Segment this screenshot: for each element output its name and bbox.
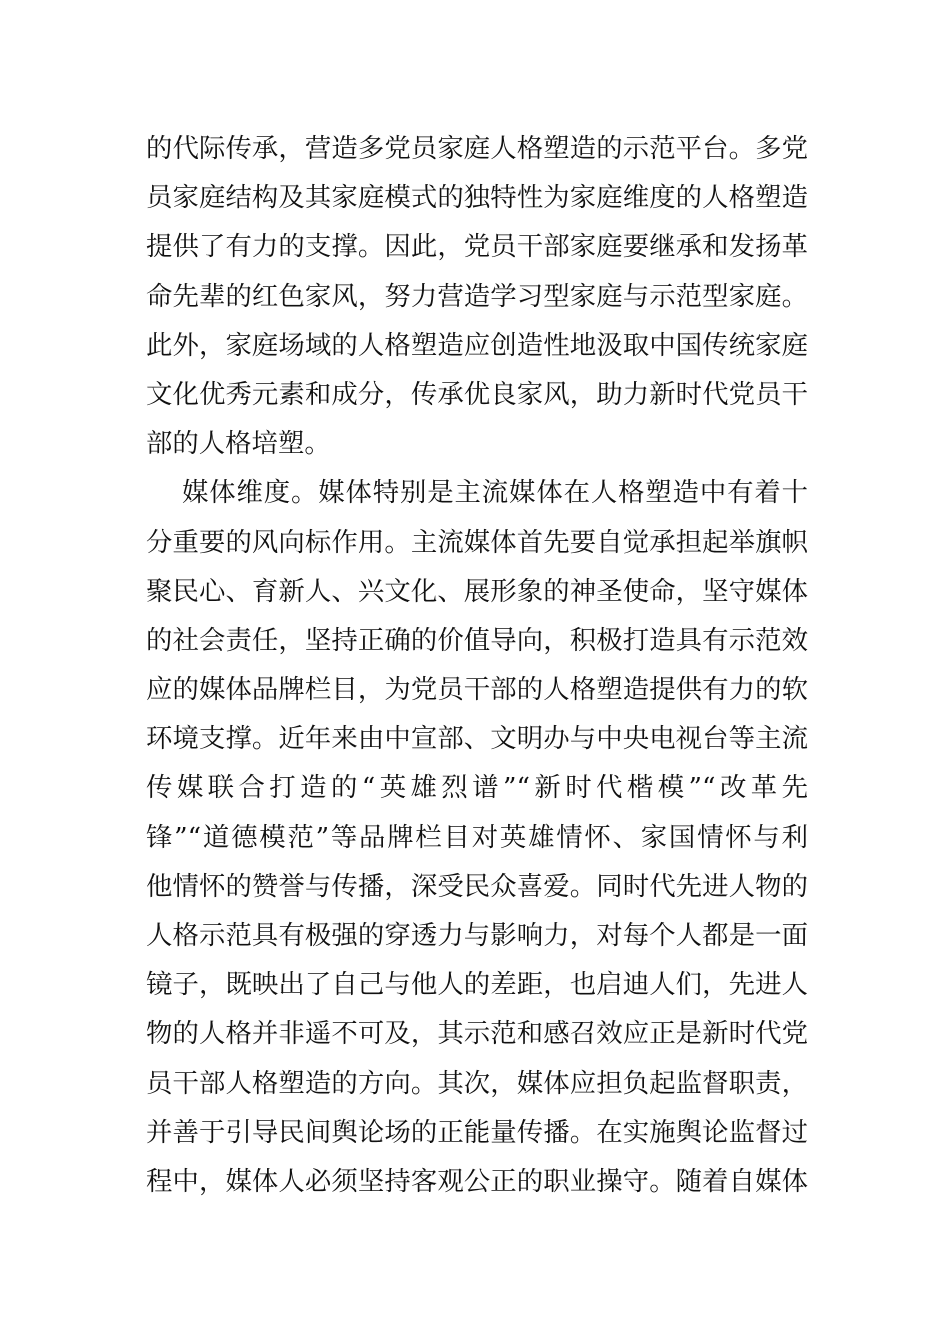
text-line: 命先辈的红色家风，努力营造学习型家庭与示范型家庭。 (146, 280, 808, 312)
text-line: 锋”“道德模范”等品牌栏目对英雄情怀、家国情怀与利 (146, 821, 808, 853)
text-line: 环境支撑。近年来由中宣部、文明办与中央电视台等主流 (146, 723, 808, 755)
text-line: 人格示范具有极强的穿透力与影响力，对每个人都是一面 (146, 920, 808, 951)
text-line: 应的媒体品牌栏目，为党员干部的人格塑造提供有力的软 (146, 674, 808, 706)
text-line: 聚民心、育新人、兴文化、展形象的神圣使命，坚守媒体 (146, 575, 808, 607)
text-line: 并善于引导民间舆论场的正能量传播。在实施舆论监督过 (146, 1116, 808, 1148)
text-line: 员干部人格塑造的方向。其次，媒体应担负起监督职责， (146, 1067, 808, 1099)
text-line: 的社会责任，坚持正确的价值导向，积极打造具有示范效 (146, 624, 808, 656)
text-line: 程中，媒体人必须坚持客观公正的职业操守。随着自媒体 (146, 1165, 808, 1197)
text-line: 提供了有力的支撑。因此，党员干部家庭要继承和发扬革 (146, 231, 808, 263)
text-line: 此外，家庭场域的人格塑造应创造性地汲取中国传统家庭 (146, 329, 808, 361)
text-line: 传媒联合打造的“英雄烈谱”“新时代楷模”“改革先 (146, 772, 808, 804)
text-line: 分重要的风向标作用。主流媒体首先要自觉承担起举旗帜 (146, 526, 808, 558)
text-line: 员家庭结构及其家庭模式的独特性为家庭维度的人格塑造 (146, 182, 808, 214)
paragraph-first-line: 媒体维度。媒体特别是主流媒体在人格塑造中有着十 (182, 477, 808, 509)
text-line: 他情怀的赞誉与传播，深受民众喜爱。同时代先进人物的 (146, 870, 808, 902)
text-line: 镜子，既映出了自己与他人的差距，也启迪人们，先进人 (146, 969, 808, 1001)
text-line: 部的人格培塑。 (146, 428, 331, 460)
text-line: 物的人格并非遥不可及，其示范和感召效应正是新时代党 (146, 1018, 808, 1050)
text-line: 文化优秀元素和成分，传承优良家风，助力新时代党员干 (146, 378, 808, 410)
body-text (146, 124, 808, 1206)
text-line: 的代际传承，营造多党员家庭人格塑造的示范平台。多党 (146, 133, 808, 164)
